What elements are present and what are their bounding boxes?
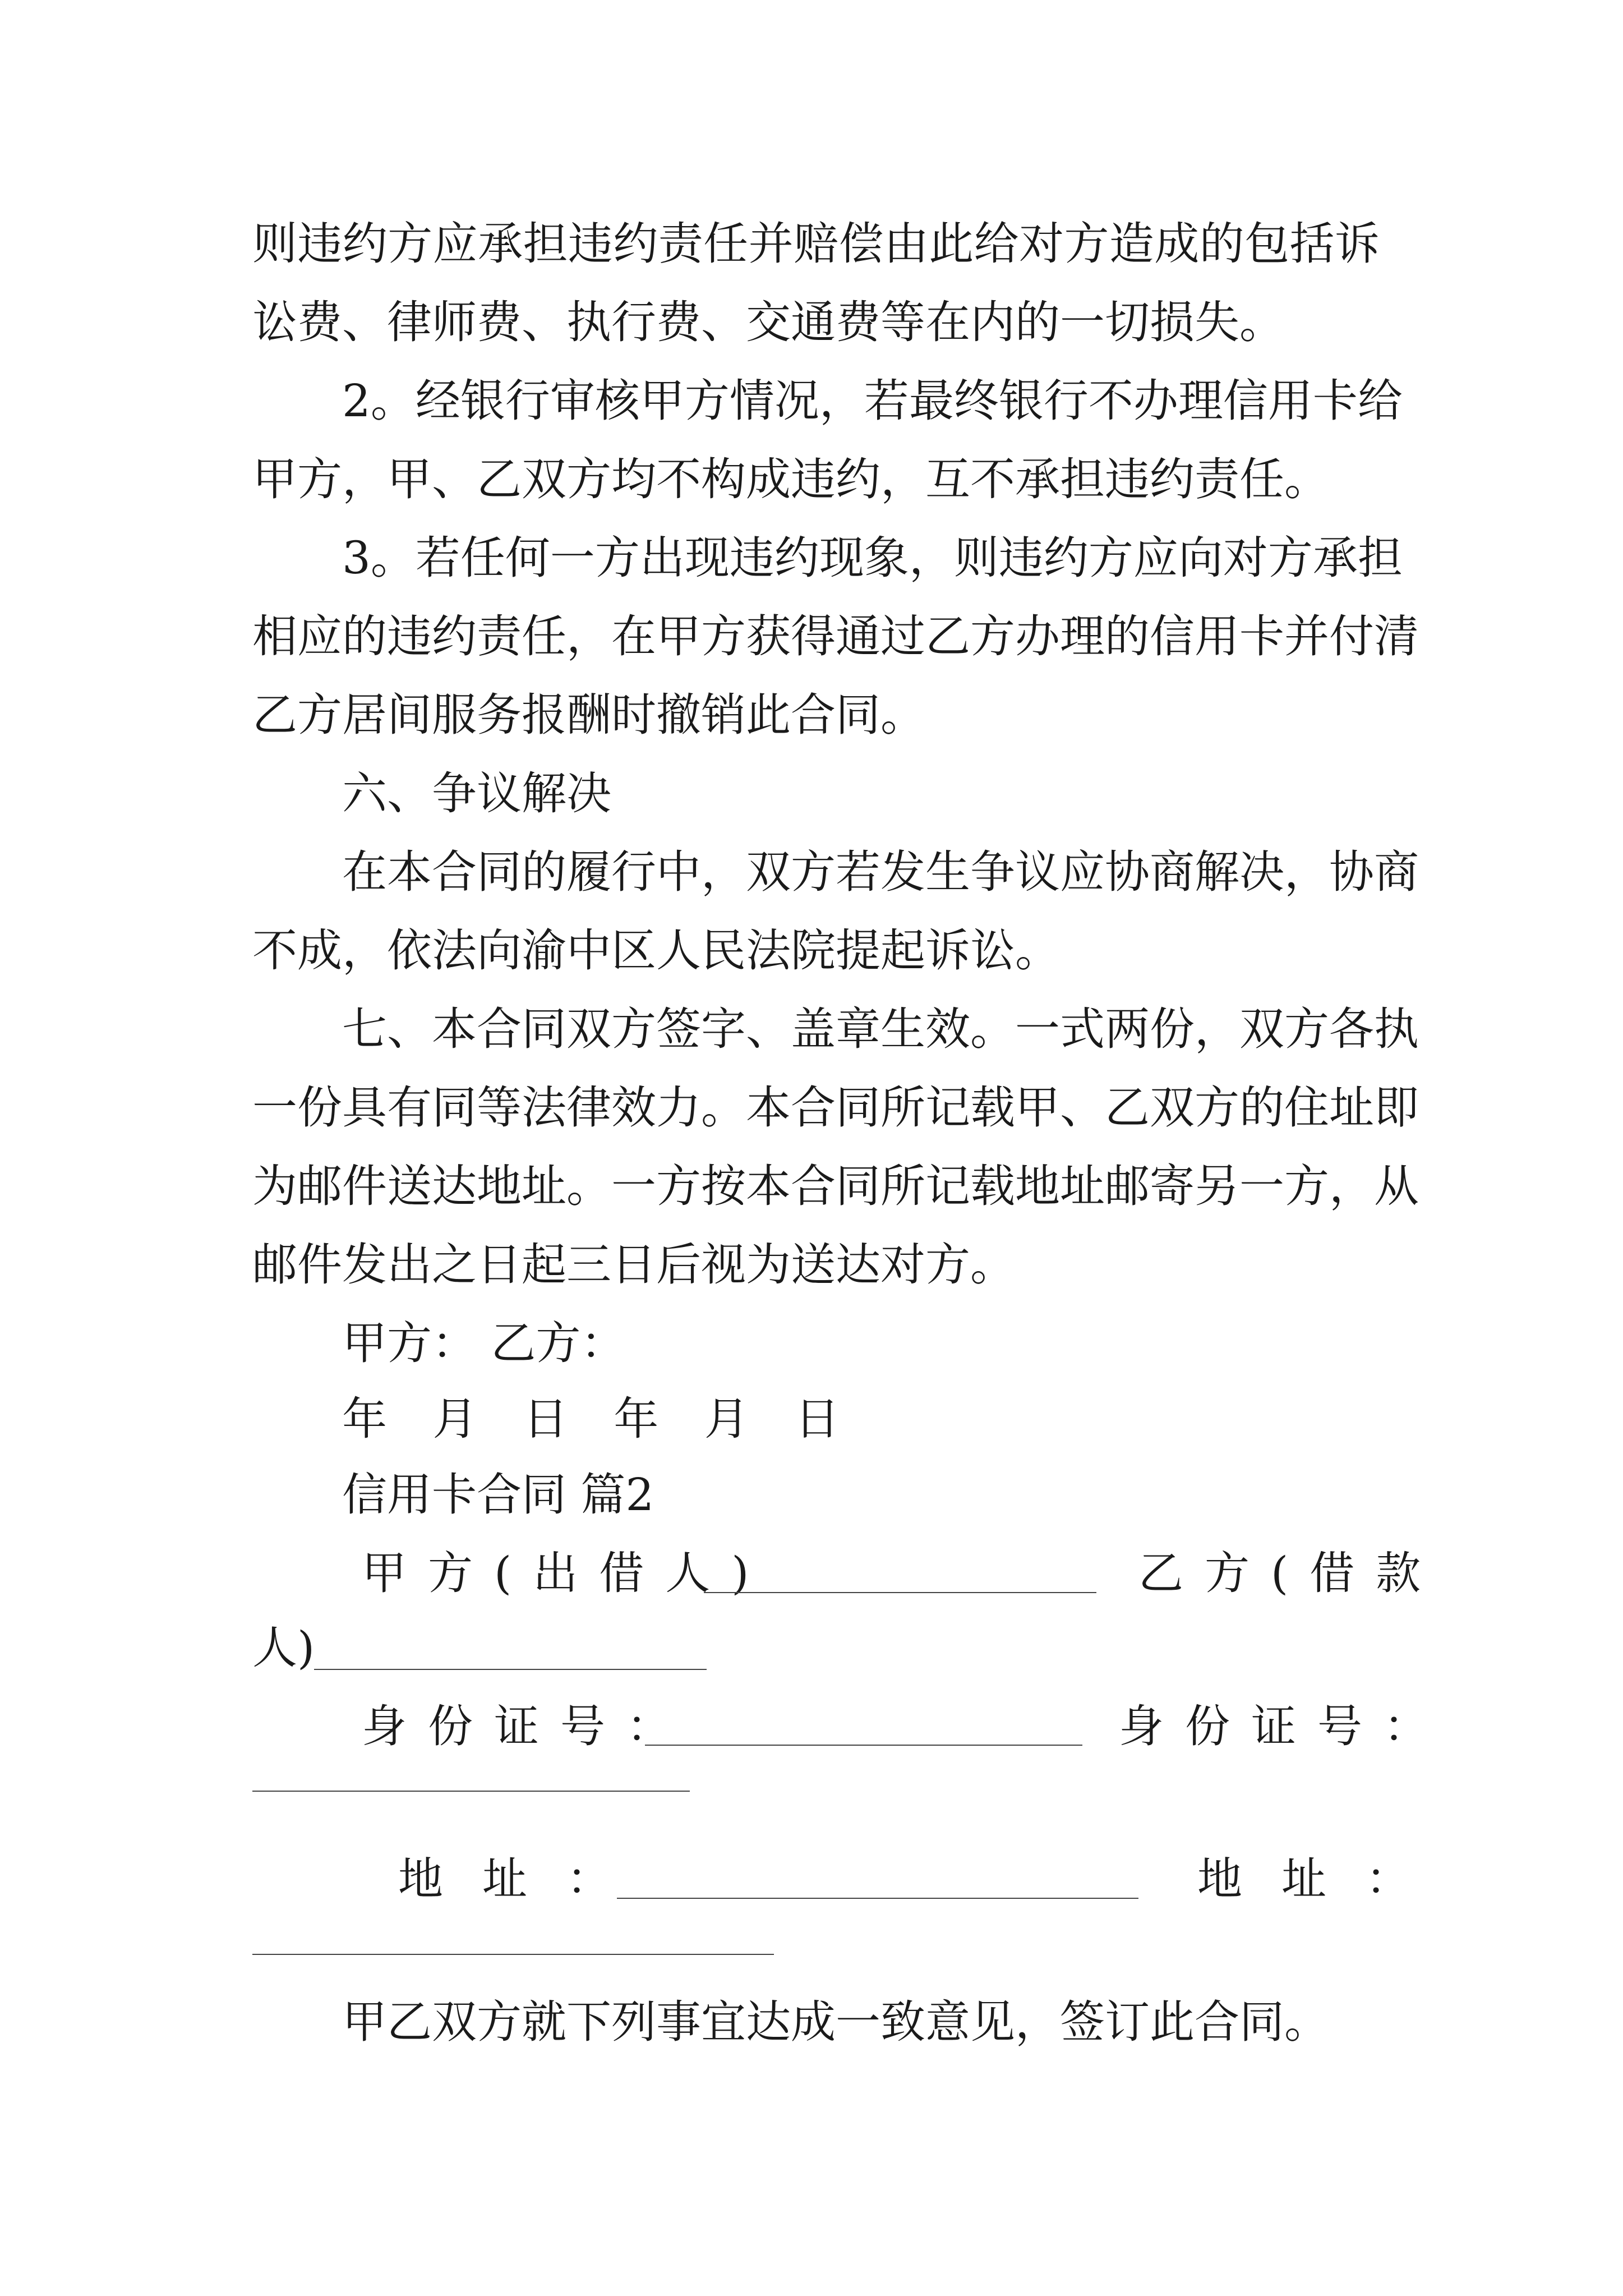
clause-3-line: 3。若任何一方出现违约现象，则违约方应向对方承担 (342, 532, 1403, 584)
date-line: 年 月 日 年 月 日 (342, 1393, 856, 1445)
clause-2-line: 2。经银行审核甲方情况，若最终银行不办理信用卡给 (342, 375, 1403, 427)
paragraph-line: 乙方居间服务报酬时撤销此合同。 (252, 689, 925, 741)
paragraph-line: 七、本合同双方签字、盖章生效。一式两份，双方各执 (342, 1003, 1419, 1055)
contract-title: 信用卡合同 篇2 (342, 1469, 654, 1521)
paragraph-line: 相应的违约责任，在甲方获得通过乙方办理的信用卡并付清 (252, 610, 1419, 662)
address-b-blank[interactable] (252, 1954, 774, 1955)
party-b-label: 乙方(借款 (1138, 1547, 1442, 1599)
id-b-blank[interactable] (252, 1791, 690, 1792)
party-a-label: 甲方(出借人) (362, 1547, 771, 1599)
paragraph-line: 甲方，甲、乙双方均不构成违约，互不承担违约责任。 (252, 453, 1329, 505)
paragraph-line: 讼费、律师费、执行费、交通费等在内的一切损失。 (252, 296, 1284, 348)
party-b-blank[interactable] (314, 1669, 707, 1670)
address-a-blank[interactable] (617, 1898, 1138, 1899)
signature-line: 甲方： 乙方： (342, 1317, 626, 1369)
agreement-line: 甲乙双方就下列事宜达成一致意见，签订此合同。 (342, 1996, 1329, 2048)
paragraph-line: 不成，依法向渝中区人民法院提起诉讼。 (252, 924, 1060, 977)
paragraph-line: 为邮件送达地址。一方按本合同所记载地址邮寄另一方，从 (252, 1160, 1419, 1212)
address-label-a: 地址： (398, 1853, 651, 1905)
id-label-a: 身份证号： (362, 1700, 693, 1752)
address-label-b: 地址： (1197, 1853, 1450, 1905)
party-b-label-end: 人) (252, 1622, 315, 1674)
section-heading: 六、争议解决 (342, 767, 611, 820)
paragraph-line: 邮件发出之日起三日后视为送达对方。 (252, 1239, 1015, 1291)
paragraph-line: 则违约方应承担违约责任并赔偿由此给对方造成的包括诉 (252, 218, 1380, 270)
paragraph-line: 一份具有同等法律效力。本合同所记载甲、乙双方的住址即 (252, 1082, 1419, 1134)
party-a-blank[interactable] (704, 1592, 1096, 1593)
id-a-blank[interactable] (645, 1745, 1082, 1746)
paragraph-line: 在本合同的履行中，双方若发生争议应协商解决，协商 (342, 846, 1419, 898)
id-label-b: 身份证号： (1119, 1700, 1450, 1752)
